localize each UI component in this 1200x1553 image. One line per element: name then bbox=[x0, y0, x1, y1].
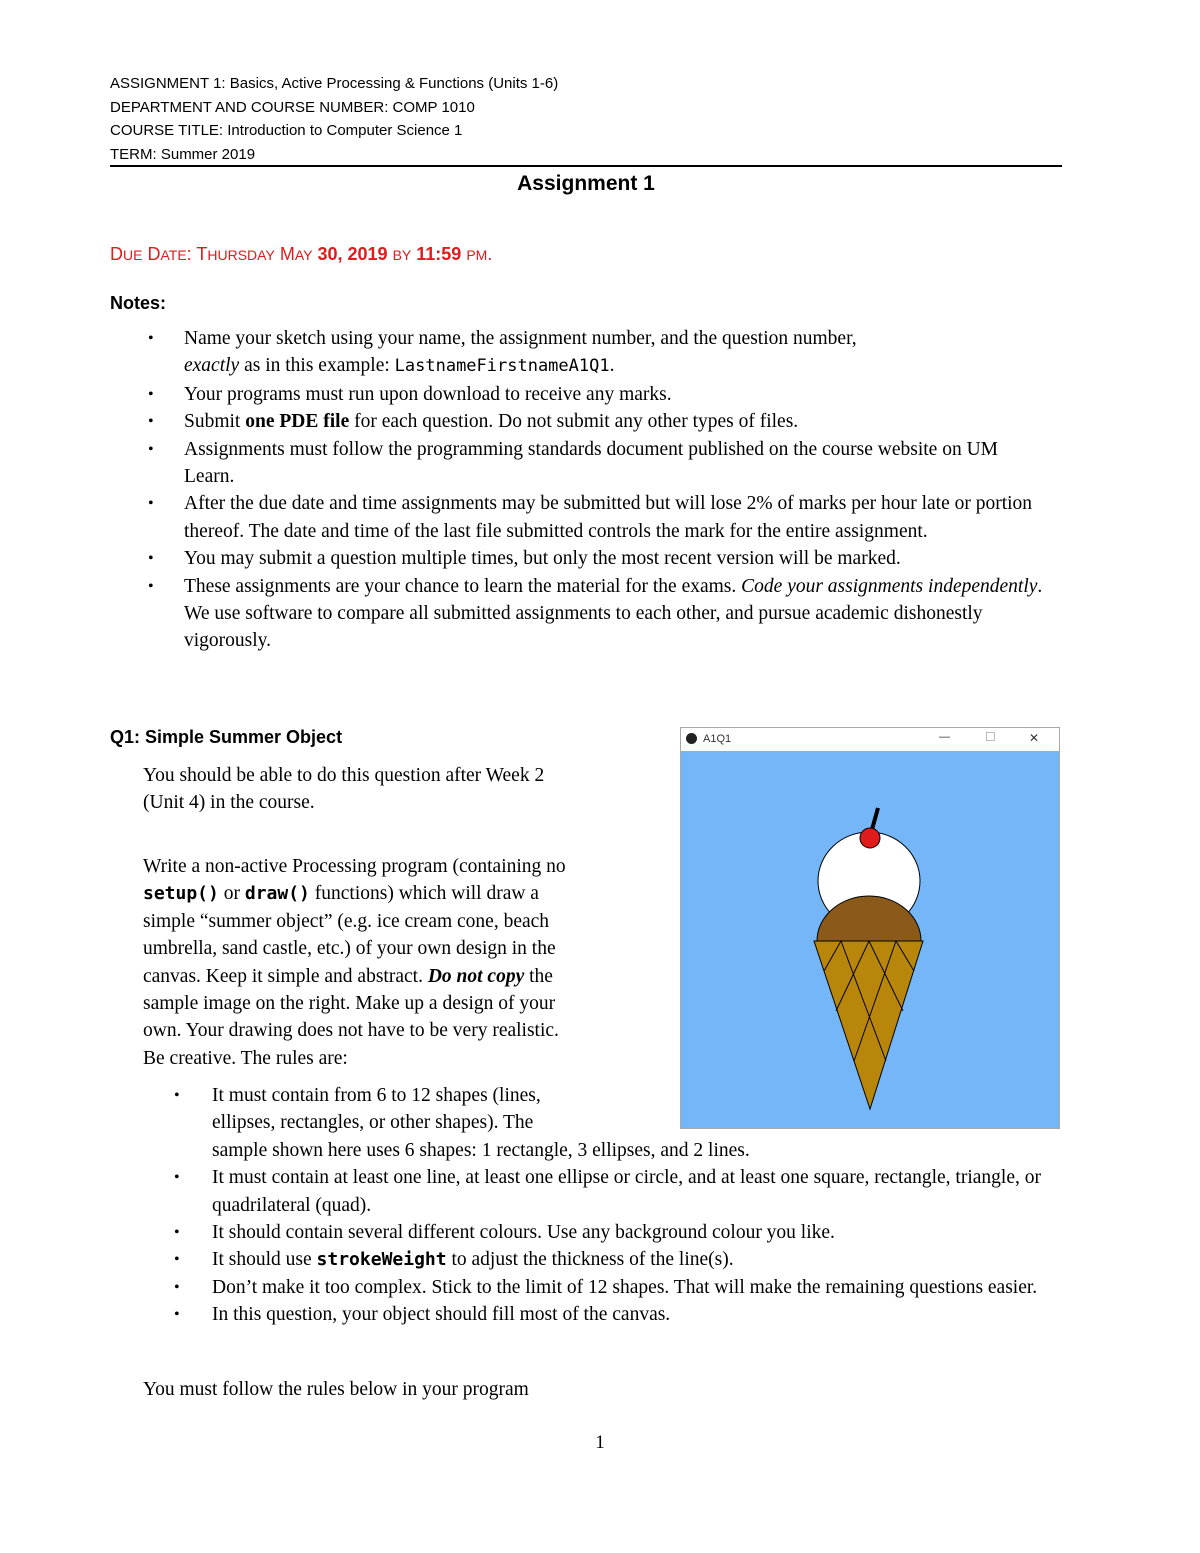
list-item: • It must contain at least one line, at least one ellipse or circle, and at least one square, rectangle, triangle, or quadrilateral (quad). bbox=[174, 1164, 1074, 1219]
ice-cream-drawing bbox=[681, 751, 1059, 1128]
cone bbox=[814, 941, 923, 1109]
header-term: TERM: Summer 2019 bbox=[110, 146, 256, 163]
sample-canvas bbox=[681, 751, 1059, 1128]
bullet-icon: • bbox=[174, 1278, 180, 1296]
bullet-icon: • bbox=[174, 1251, 180, 1269]
list-item: • Assignments must follow the programming standards document published on the course website on UM Learn. bbox=[148, 436, 1078, 491]
list-item: • It should contain several different colours. Use any background colour you like. bbox=[174, 1219, 1074, 1246]
sample-window-title: A1Q1 bbox=[703, 733, 732, 745]
header-department: DEPARTMENT AND COURSE NUMBER: COMP 1010 bbox=[110, 99, 475, 116]
bullet-icon: • bbox=[148, 577, 154, 595]
q1-description: Write a non-active Processing program (containing no setup() or draw() functions) which will draw a simple “summer object” (e.g. ice cream cone, beach umbrella, sand castle, etc.) of your own design in the canvas. Keep it simple and abstract. Do not copy the sample image on the right. Make up a design of your own. Your drawing does not have to be very realistic. Be creative. The rules are: bbox=[143, 856, 566, 1069]
bullet-icon: • bbox=[174, 1087, 180, 1104]
header-course-title: COURSE TITLE: Introduction to Computer Science 1 bbox=[110, 122, 463, 139]
due-date: DUE DATE: THURSDAY MAY 30, 2019 BY 11:59 PM. bbox=[110, 244, 493, 264]
sample-window bbox=[680, 727, 1060, 1129]
bullet-icon: • bbox=[148, 330, 154, 347]
bullet-icon: • bbox=[148, 440, 154, 458]
notes-heading: Notes: bbox=[110, 293, 167, 313]
bullet-icon: • bbox=[174, 1224, 180, 1242]
page-number: 1 bbox=[595, 1432, 605, 1453]
q1-intro: You should be able to do this question after Week 2 (Unit 4) in the course. bbox=[143, 765, 545, 814]
bullet-icon: • bbox=[148, 495, 154, 513]
bullet-icon: • bbox=[174, 1169, 180, 1187]
header-divider bbox=[110, 165, 1062, 167]
list-item: • Your programs must run upon download to receive any marks. bbox=[148, 381, 1078, 408]
q1-heading: Q1: Simple Summer Object bbox=[110, 727, 343, 747]
bullet-icon: • bbox=[148, 385, 154, 403]
header-assignment: ASSIGNMENT 1: Basics, Active Processing & Functions (Units 1-6) bbox=[110, 75, 559, 92]
maximize-icon[interactable]: ☐ bbox=[985, 730, 996, 744]
q1-closing: You must follow the rules below in your program bbox=[143, 1379, 529, 1400]
list-item: • Don’t make it too complex. Stick to the limit of 12 shapes. That will make the remaining questions easier. bbox=[174, 1274, 1074, 1301]
bullet-icon: • bbox=[148, 550, 154, 568]
cherry bbox=[860, 828, 880, 848]
page-title: Assignment 1 bbox=[517, 172, 655, 195]
sample-window-titlebar bbox=[681, 728, 1059, 751]
list-item: • You may submit a question multiple times, but only the most recent version will be marked. bbox=[148, 545, 1078, 572]
minimize-icon[interactable]: — bbox=[939, 731, 950, 743]
list-item: • After the due date and time assignments may be submitted but will lose 2% of marks per hour late or portion thereof. The date and time of the last file submitted controls the mark for the entire assignment. bbox=[148, 490, 1078, 545]
list-item: • In this question, your object should fill most of the canvas. bbox=[174, 1301, 1074, 1328]
processing-app-icon bbox=[686, 733, 697, 744]
bullet-icon: • bbox=[174, 1306, 180, 1324]
list-item: • It should use strokeWeight to adjust the thickness of the line(s). bbox=[174, 1246, 1074, 1273]
list-item: • It must contain from 6 to 12 shapes (lines, ellipses, rectangles, or other shapes). The sample shown here uses 6 shapes: 1 rectangle, 3 ellipses, and 2 lines. bbox=[174, 1082, 1074, 1164]
list-item: • Name your sketch using your name, the assignment number, and the question number, exactly as in this example: LastnameFirstnameA1Q1. bbox=[148, 325, 1078, 381]
list-item: • Submit one PDE file for each question. Do not submit any other types of files. bbox=[148, 408, 1078, 435]
notes-list bbox=[148, 325, 1078, 655]
list-item: • These assignments are your chance to learn the material for the exams. Code your assignments independently. We use software to compare all submitted assignments to each other, and pursue academic dishonestly vigorously. bbox=[148, 573, 1078, 655]
close-icon[interactable]: ✕ bbox=[1029, 731, 1040, 745]
bullet-icon: • bbox=[148, 413, 154, 431]
